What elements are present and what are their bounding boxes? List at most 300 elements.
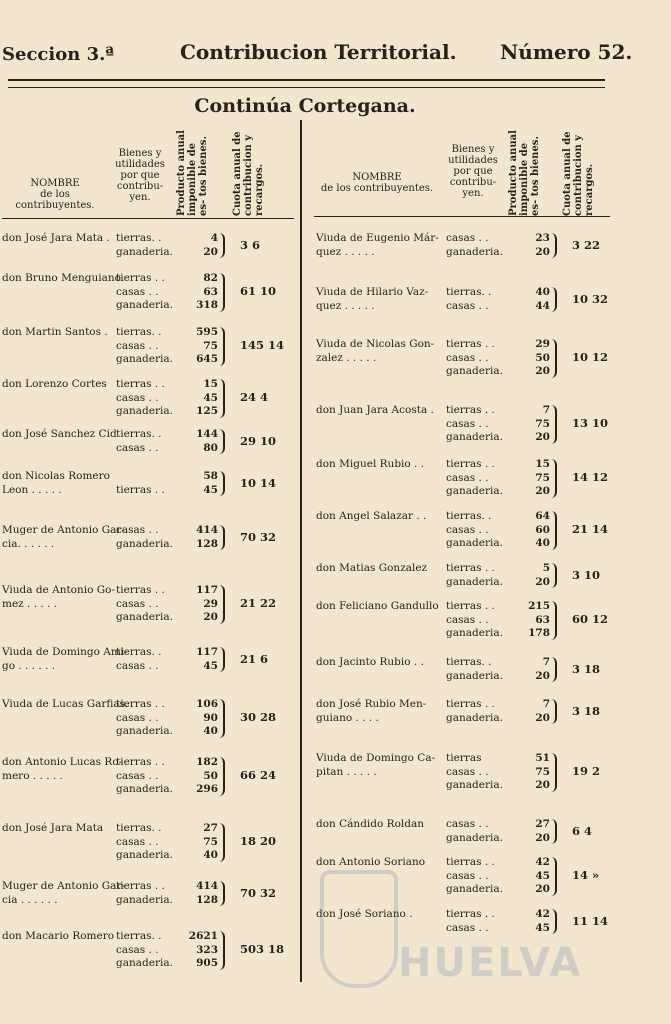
product-value: 215: [528, 600, 550, 612]
property-types: [116, 756, 173, 797]
left-header-producto: Producto anual imponible de es- tos bienes.: [176, 130, 209, 216]
property-types: [446, 458, 503, 499]
property-type: tierras . .: [116, 483, 165, 496]
property-type: ganaderia.: [116, 299, 173, 311]
contributor-name-line: don Antonio Lucas Ro-: [2, 756, 123, 768]
left-header-bienes-l2: utilidades: [115, 159, 165, 170]
brace-mark: [219, 881, 225, 906]
product-value: 27: [203, 822, 218, 834]
brace-mark: [551, 909, 557, 934]
product-value: 58: [203, 470, 218, 482]
product-value: 75: [535, 471, 550, 484]
brace-mark: [551, 601, 557, 640]
property-types: [116, 698, 173, 739]
contributor-name-line: Viuda de Lucas Garfias.: [2, 698, 129, 710]
product-value: 128: [196, 537, 218, 550]
product-value: 40: [535, 537, 550, 549]
product-value: 75: [203, 339, 218, 352]
cuota-value: 30 28: [240, 710, 277, 725]
product-value: 2621: [188, 930, 218, 942]
right-header-nombre-line1: NOMBRE: [352, 172, 402, 183]
property-type: casas . .: [116, 597, 159, 610]
right-header-bienes-l1: Bienes y: [451, 144, 495, 155]
property-type: casas . .: [446, 417, 489, 430]
property-type: ganaderia.: [446, 627, 503, 639]
contributor-name: [2, 272, 124, 286]
product-values: [186, 272, 218, 313]
product-value: 20: [535, 883, 550, 895]
contributor-name-line: don José Soriano .: [316, 908, 413, 920]
brace-mark: [551, 287, 557, 312]
contributor-name: [2, 698, 128, 712]
product-values: [518, 286, 550, 313]
product-value: 318: [196, 299, 218, 311]
product-values: [186, 880, 218, 907]
contributor-name-line: quez . . . . .: [316, 245, 375, 258]
contributor-name: [316, 818, 424, 832]
contributor-name: [2, 470, 110, 497]
contributor-name: [2, 822, 103, 836]
product-value: 90: [203, 711, 218, 724]
left-header-bienes: [108, 148, 172, 203]
cuota-value: 3 10: [572, 567, 601, 582]
property-type: tierras. .: [446, 286, 492, 298]
brace-mark: [219, 379, 225, 418]
product-value: 45: [203, 483, 218, 496]
contributor-name-line: don Miguel Rubio . .: [316, 458, 425, 470]
property-type: tierras . .: [116, 880, 165, 892]
product-value: 42: [535, 908, 550, 920]
contributor-name-line: don Angel Salazar . .: [316, 510, 427, 522]
contributor-name-line: don Antonio Soriano: [316, 856, 426, 868]
property-type: tierras . .: [446, 698, 495, 710]
product-value: 414: [196, 524, 218, 536]
contributor-name-line: don Martin Santos .: [2, 326, 108, 338]
property-types: [446, 232, 503, 259]
product-value: 595: [196, 326, 218, 338]
left-header-cuota: Cuota anual de contribucion y recargos.: [232, 131, 265, 216]
product-value: 106: [196, 698, 218, 710]
brace-mark: [551, 819, 557, 844]
product-values: [518, 908, 550, 935]
product-value: 296: [196, 783, 218, 795]
property-types: [446, 698, 503, 725]
contributor-name-line: don Jacinto Rubio . .: [316, 656, 424, 668]
product-values: [518, 404, 550, 445]
brace-mark: [219, 757, 225, 796]
product-value: 51: [535, 752, 550, 764]
contributor-name: [316, 286, 428, 313]
product-value: 20: [535, 245, 550, 258]
cuota-value: 145 14: [240, 338, 285, 353]
property-type: casas . .: [116, 524, 159, 536]
product-values: [186, 470, 218, 497]
property-type: ganaderia.: [116, 611, 173, 623]
cuota-value: 19 2: [572, 764, 601, 779]
product-values: [518, 818, 550, 845]
product-values: [518, 600, 550, 641]
property-type: ganaderia.: [446, 669, 503, 682]
product-value: 82: [203, 272, 218, 284]
product-value: 5: [542, 562, 550, 574]
page-number: Número 52.: [500, 40, 633, 64]
cuota-value: 3 18: [572, 703, 601, 718]
contributor-name: [2, 930, 114, 944]
product-value: 20: [535, 669, 550, 682]
product-value: 7: [542, 404, 550, 416]
brace-mark: [219, 585, 225, 624]
product-value: 4: [210, 232, 218, 244]
product-values: [518, 232, 550, 259]
contributor-name-line: don Bruno Menguiano.: [2, 272, 125, 284]
property-types: [446, 856, 503, 897]
property-types: [446, 818, 503, 845]
property-types: [446, 510, 503, 551]
property-type: tierras. .: [116, 326, 162, 338]
contributor-name-line: Viuda de Domingo Ami-: [2, 646, 128, 658]
product-value: 645: [196, 353, 218, 365]
property-types: [116, 524, 173, 551]
right-header-producto: Producto anual imponible de es- tos bienes.: [508, 130, 541, 216]
product-values: [186, 822, 218, 863]
cuota-value: 10 14: [240, 475, 277, 490]
property-type: tierras . .: [446, 562, 495, 574]
brace-mark: [219, 699, 225, 738]
cuota-value: 3 6: [240, 237, 261, 252]
header-rule-thin: [8, 87, 605, 88]
product-values: [518, 338, 550, 379]
product-value: 20: [203, 611, 218, 623]
brace-mark: [219, 647, 225, 672]
property-type: ganaderia.: [446, 779, 503, 791]
product-value: 45: [535, 869, 550, 882]
contributor-name-line: cia. . . . . .: [2, 537, 55, 550]
property-types: [446, 656, 503, 683]
property-type: ganaderia.: [446, 245, 503, 258]
contributor-name: [2, 378, 107, 392]
contributor-name: [316, 600, 439, 614]
property-type: casas . .: [446, 818, 489, 830]
property-type: tierras . .: [446, 458, 495, 470]
product-values: [186, 524, 218, 551]
product-value: 45: [535, 921, 550, 934]
product-value: 178: [528, 627, 550, 639]
contributor-name: [316, 698, 426, 725]
cuota-value: 21 6: [240, 651, 269, 666]
property-types: [446, 752, 503, 793]
brace-mark: [219, 823, 225, 862]
brace-mark: [551, 857, 557, 896]
product-value: 182: [196, 756, 218, 768]
product-values: [186, 756, 218, 797]
product-values: [186, 930, 218, 971]
left-header-rule: [2, 218, 294, 219]
property-types: [116, 930, 173, 971]
property-type: casas . .: [446, 765, 489, 778]
brace-mark: [551, 233, 557, 258]
cuota-value: 61 10: [240, 284, 277, 299]
cuota-value: 60 12: [572, 612, 609, 627]
property-type: casas . .: [116, 391, 159, 404]
contributor-name: [316, 404, 434, 418]
contributor-name-line: don Nicolas Romero: [2, 470, 110, 482]
contributor-name: [316, 656, 424, 670]
cuota-value: 14 »: [572, 868, 600, 883]
contributor-name-line: don Lorenzo Cortes: [2, 378, 107, 390]
property-types: [116, 326, 173, 367]
property-types: [116, 880, 173, 907]
property-type: ganaderia.: [116, 537, 173, 550]
cuota-value: 18 20: [240, 834, 277, 849]
contributor-name: [316, 232, 439, 259]
property-types: [446, 286, 492, 313]
product-value: 414: [196, 880, 218, 892]
contributor-name-line: Viuda de Eugenio Már-: [316, 232, 439, 244]
left-header-nombre: [0, 178, 110, 211]
contributor-name: [316, 338, 434, 365]
contributor-name: [316, 856, 425, 870]
contributor-name: [2, 584, 115, 611]
brace-mark: [551, 753, 557, 792]
brace-mark: [219, 273, 225, 312]
product-values: [518, 562, 550, 589]
contributor-name-line: zalez . . . . .: [316, 351, 377, 364]
product-value: 20: [535, 779, 550, 791]
property-type: tierras . .: [446, 908, 495, 920]
property-type: tierras . .: [116, 272, 165, 284]
product-value: 20: [535, 485, 550, 497]
contributor-name: [316, 908, 413, 922]
property-types: [116, 378, 173, 419]
product-value: 27: [535, 818, 550, 830]
property-type: casas . .: [116, 835, 159, 848]
product-value: 40: [535, 286, 550, 298]
product-value: 7: [542, 698, 550, 710]
property-types: [116, 272, 173, 313]
property-type: casas . .: [446, 523, 489, 536]
property-type: casas . .: [116, 769, 159, 782]
contributor-name-line: Muger de Antonio Gar-: [2, 524, 125, 536]
product-values: [518, 752, 550, 793]
property-type: ganaderia.: [446, 711, 503, 724]
left-header-bienes-l5: yen.: [129, 192, 151, 203]
product-value: 75: [203, 835, 218, 848]
property-types: [116, 822, 173, 863]
product-value: 44: [535, 299, 550, 312]
brace-mark: [551, 699, 557, 724]
header-rule: [8, 79, 605, 81]
brace-mark: [219, 471, 225, 496]
contributor-name-line: don Macario Romero: [2, 930, 115, 942]
cuota-value: 70 32: [240, 885, 277, 900]
contributor-name-line: Leon . . . . .: [2, 483, 62, 496]
contributor-name-line: don Cándido Roldan: [316, 818, 424, 830]
property-type: casas . .: [446, 299, 489, 312]
property-types: [116, 428, 162, 455]
cuota-value: 21 22: [240, 596, 277, 611]
cuota-value: 10 32: [572, 291, 609, 306]
product-value: 29: [203, 597, 218, 610]
property-type: tierras. .: [446, 656, 492, 668]
product-value: 128: [196, 893, 218, 906]
property-type: tierras. .: [116, 822, 162, 834]
brace-mark: [219, 327, 225, 366]
property-type: casas . .: [116, 285, 159, 298]
left-header-bienes-l3: por que: [120, 170, 160, 181]
property-type: casas . .: [446, 869, 489, 882]
contributor-name-line: mez . . . . .: [2, 597, 58, 610]
continuation-title: Continúa Cortegana.: [194, 95, 416, 117]
brace-mark: [551, 459, 557, 498]
property-types: [446, 908, 495, 935]
brace-mark: [551, 563, 557, 588]
contributor-name-line: mero . . . . .: [2, 769, 63, 782]
property-type: tierras . .: [116, 756, 165, 768]
product-values: [186, 326, 218, 367]
property-type: tierras . .: [116, 378, 165, 390]
property-type: casas . .: [446, 921, 489, 934]
contributor-name: [2, 646, 128, 673]
product-value: 20: [535, 831, 550, 844]
column-separator: [300, 120, 302, 982]
product-value: 63: [535, 613, 550, 626]
left-header-bienes-l1: Bienes y: [118, 148, 162, 159]
cuota-value: 66 24: [240, 768, 277, 783]
cuota-value: 10 12: [572, 350, 609, 365]
right-header-nombre: [312, 172, 442, 194]
product-value: 323: [196, 943, 218, 956]
product-value: 905: [196, 957, 218, 969]
brace-mark: [219, 429, 225, 454]
property-type: ganaderia.: [116, 957, 173, 969]
property-types: [446, 600, 503, 641]
property-type: tierras . .: [446, 856, 495, 868]
left-header-nombre-line2: de los contribuyentes.: [15, 189, 95, 211]
contributor-name-line: Viuda de Nicolas Gon-: [316, 338, 435, 350]
contributor-name-line: quez . . . . .: [316, 299, 375, 312]
contributor-name-line: Muger de Antonio Gar-: [2, 880, 125, 892]
product-values: [186, 646, 218, 673]
product-values: [518, 698, 550, 725]
property-type: casas . .: [446, 471, 489, 484]
cuota-value: 3 18: [572, 661, 601, 676]
cuota-value: 70 32: [240, 529, 277, 544]
contributor-name-line: don José Sanchez Cid: [2, 428, 117, 440]
property-type: casas . .: [116, 441, 159, 454]
product-value: 15: [203, 378, 218, 390]
contributor-name-line: don Feliciano Gandullo: [316, 600, 439, 612]
product-values: [518, 458, 550, 499]
property-types: [116, 484, 165, 498]
property-type: tierras. .: [116, 428, 162, 440]
product-value: 42: [535, 856, 550, 868]
page-title: Contribucion Territorial.: [180, 40, 457, 64]
product-value: 117: [196, 584, 218, 596]
property-types: [446, 562, 503, 589]
product-value: 15: [535, 458, 550, 470]
property-types: [116, 584, 173, 625]
cuota-value: 24 4: [240, 390, 269, 405]
contributor-name: [2, 756, 122, 783]
product-value: 50: [203, 769, 218, 782]
product-value: 63: [203, 285, 218, 298]
product-values: [518, 856, 550, 897]
property-type: ganaderia.: [446, 431, 503, 443]
page-header: [0, 38, 671, 68]
property-type: ganaderia.: [446, 831, 503, 844]
right-header-bienes: [442, 144, 504, 199]
contributor-name-line: don Juan Jara Acosta .: [316, 404, 434, 416]
property-type: ganaderia.: [446, 575, 503, 588]
brace-mark: [551, 339, 557, 378]
brace-mark: [219, 233, 225, 258]
product-value: 20: [535, 575, 550, 588]
product-value: 117: [196, 646, 218, 658]
contributor-name-line: cia . . . . . .: [2, 893, 58, 906]
product-value: 64: [535, 510, 550, 522]
right-header-cuota: Cuota anual de contribucion y recargos.: [562, 131, 595, 216]
contributor-name: [2, 524, 125, 551]
property-type: casas . .: [116, 711, 159, 724]
product-value: 7: [542, 656, 550, 668]
contributor-name-line: guiano . . . .: [316, 711, 379, 724]
property-types: [446, 404, 503, 445]
brace-mark: [219, 525, 225, 550]
cuota-value: 14 12: [572, 470, 609, 485]
property-type: tierras . .: [116, 584, 165, 596]
property-types: [446, 338, 503, 379]
property-type: ganaderia.: [116, 245, 173, 258]
property-type: ganaderia.: [116, 405, 173, 417]
property-type: ganaderia.: [446, 537, 503, 549]
product-value: 29: [535, 338, 550, 350]
contributor-name-line: Viuda de Hilario Vaz-: [316, 286, 429, 298]
brace-mark: [551, 405, 557, 444]
contributor-name-line: pitan . . . . .: [316, 765, 377, 778]
property-type: ganaderia.: [446, 883, 503, 895]
product-value: 125: [196, 405, 218, 417]
property-type: tierras. .: [446, 510, 492, 522]
product-values: [186, 584, 218, 625]
contributor-name: [2, 880, 125, 907]
product-values: [518, 510, 550, 551]
product-value: 45: [203, 659, 218, 672]
cuota-value: 503 18: [240, 942, 285, 957]
property-type: ganaderia.: [116, 725, 173, 737]
right-header-bienes-l4: contribu-: [449, 177, 497, 188]
property-type: tierras. .: [116, 232, 162, 244]
property-type: ganaderia.: [446, 365, 503, 377]
contributor-name: [2, 326, 108, 340]
property-type: tierras: [446, 752, 482, 764]
product-value: 23: [535, 232, 550, 244]
property-type: tierras. .: [116, 930, 162, 942]
product-value: 20: [535, 365, 550, 377]
property-type: casas . .: [116, 659, 159, 672]
property-type: ganaderia.: [116, 353, 173, 365]
product-value: 20: [203, 245, 218, 258]
product-values: [186, 428, 218, 455]
product-values: [186, 698, 218, 739]
cuota-value: 6 4: [572, 823, 593, 838]
right-header-nombre-line2: de los contribuyentes.: [320, 183, 434, 194]
product-value: 20: [535, 431, 550, 443]
product-value: 80: [203, 441, 218, 454]
cuota-value: 3 22: [572, 237, 601, 252]
contributor-name-line: don José Rubio Men-: [316, 698, 427, 710]
cuota-value: 21 14: [572, 522, 609, 537]
left-header-nombre-line1: NOMBRE: [30, 178, 80, 189]
